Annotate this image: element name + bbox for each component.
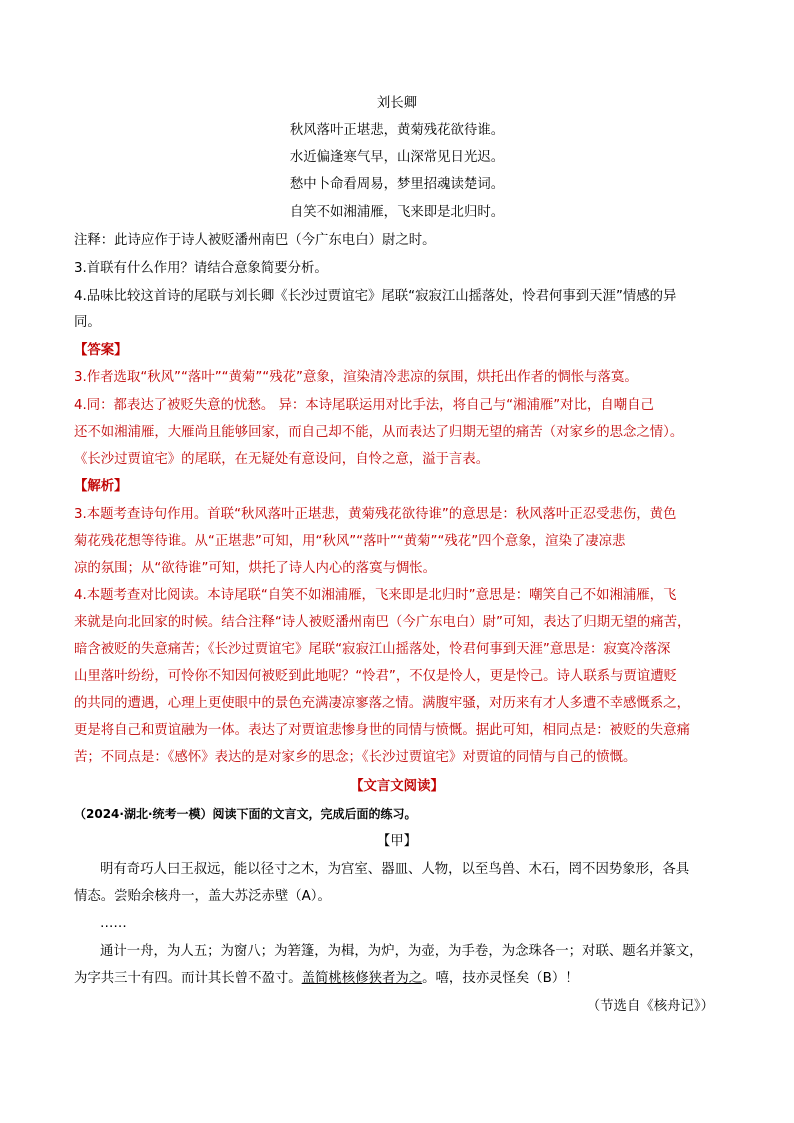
passage-p2-line-2 <box>74 966 724 993</box>
section-title: 【文言文阅读】 <box>350 779 444 794</box>
answer-4-line-2: 还不如湘浦雁，大雁尚且能够回家，而自己却不能，从而表达了归期无望的痛苦（对家乡的思念之情）。 <box>74 425 684 440</box>
analysis-line-9: 更是将自己和贾谊融为一体。表达了对贾谊悲惨身世的同情与愤慨。据此可知，相同点是：被贬的失意痛 <box>74 723 690 738</box>
answer-3: 3.作者选取“秋风”“落叶”“黄菊”“残花”意象，渲染清冷悲凉的氛围，烘托出作者的惆怅与落寞。 <box>74 370 638 385</box>
analysis-header: 【解析】 <box>74 479 128 494</box>
section-sub: 【甲】 <box>376 834 418 849</box>
analysis-line-3: 凉的氛围；从“欲待谁”可知，烘托了诗人内心的落寞与惆怅。 <box>74 561 437 576</box>
poem-line-2: 水近偏逢寒气早，山深常见日光迟。 <box>289 150 505 165</box>
answer-header: 【答案】 <box>74 343 128 358</box>
analysis-line-5: 来就是向北回家的时候。结合注释“诗人被贬潘州南巴（今广东电白）尉”可知，表达了归期无望的痛苦， <box>74 615 691 630</box>
passage-p1-line-1: 明有奇巧人曰王叔远，能以径寸之木，为宫室、器皿、人物，以至鸟兽、木石，罔不因势象形，各具 <box>100 862 690 877</box>
analysis-line-6: 暗含被贬的失意痛苦；《长沙过贾谊宅》尾联“寂寂江山摇落处，怜君何事到天涯”意思是：寂寞冷落深 <box>74 642 671 657</box>
analysis-line-1: 3.本题考查诗句作用。首联“秋风落叶正堪悲，黄菊残花欲待谁”的意思是：秋风落叶正忍受悲伤，黄色 <box>74 507 677 522</box>
passage-p1-line-2: 情态。尝贻余核舟一，盖大苏泛赤壁（A）。 <box>74 889 331 904</box>
passage-underlined-sentence: 盖简桃核修狭者为之 <box>301 971 423 986</box>
passage-p2-text-post: 。嘻，技亦灵怪矣（B）！ <box>422 971 579 986</box>
question-4-line-2: 同。 <box>74 315 101 330</box>
passage-p2-line-1: 通计一舟，为人五；为窗八；为箬篷，为楫，为炉，为壶，为手卷，为念珠各一；对联、题名并篆文， <box>100 944 703 959</box>
passage-ellipsis: …… <box>100 916 127 931</box>
section-intro: （2024·湖北·统考一模）阅读下面的文言文，完成后面的练习。 <box>74 807 417 821</box>
passage-source: （节选自《核舟记》） <box>586 999 714 1014</box>
analysis-line-4: 4.本题考查对比阅读。本诗尾联“自笑不如湘浦雁，飞来即是北归时”意思是：嘲笑自己不如湘浦雁，飞 <box>74 588 677 603</box>
question-4-line-1: 4.品味比较这首诗的尾联与刘长卿《长沙过贾谊宅》尾联“寂寂江山摇落处，怜君何事到天涯”情感的异 <box>74 289 677 304</box>
poem-note: 注释：此诗应作于诗人被贬潘州南巴（今广东电白）尉之时。 <box>74 233 436 248</box>
analysis-line-2: 菊花残花想等待谁。从“正堪悲”可知，用“秋风”“落叶”“黄菊”“残花”四个意象，渲染了凄凉悲 <box>74 534 626 549</box>
answer-4-line-1: 4.同：都表达了被贬失意的忧愁。 异：本诗尾联运用对比手法，将自己与“湘浦雁”对比，自嘲自己 <box>74 398 654 413</box>
analysis-line-10: 苦；不同点是：《感怀》表达的是对家乡的思念；《长沙过贾谊宅》对贾谊的同情与自己的愤慨。 <box>74 750 637 765</box>
question-3: 3.首联有什么作用？请结合意象简要分析。 <box>74 261 328 276</box>
answer-4-line-3: 《长沙过贾谊宅》的尾联，在无疑处有意设问，自怜之意，溢于言表。 <box>74 452 490 467</box>
poem-line-4: 自笑不如湘浦雁，飞来即是北归时。 <box>289 205 505 220</box>
poem-line-1: 秋风落叶正堪悲，黄菊残花欲待谁。 <box>289 123 505 138</box>
poem-line-3: 愁中卜命看周易，梦里招魂读楚词。 <box>289 177 505 192</box>
analysis-line-8: 的共同的遭遇，心理上更使眼中的景色充满凄凉寥落之情。满腹牢骚，对历来有才人多遭不幸感慨系之， <box>74 696 690 711</box>
poem-author: 刘长卿 <box>376 96 418 111</box>
analysis-line-7: 山里落叶纷纷，可怜你不知因何被贬到此地呢？“怜君”，不仅是怜人，更是怜己。诗人联系与贾谊遭贬 <box>74 669 678 684</box>
passage-p2-text-pre: 为字共三十有四。而计其长曾不盈寸。 <box>74 971 302 986</box>
